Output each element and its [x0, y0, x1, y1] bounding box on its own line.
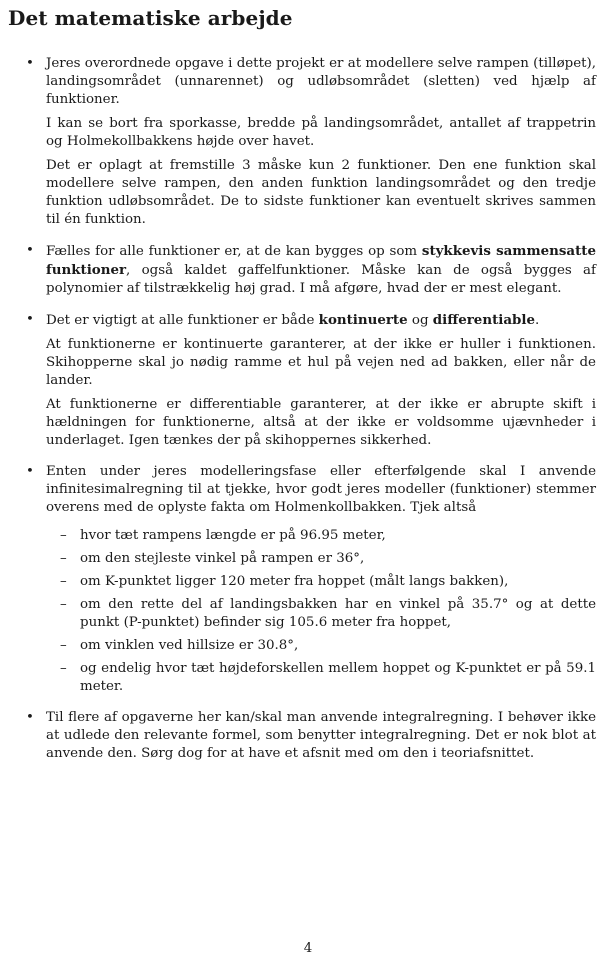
- list-item: [26, 242, 596, 298]
- sub-list-item: [46, 527, 596, 545]
- dash-icon: –: [60, 661, 67, 676]
- bold-term: kontinuerte: [318, 312, 408, 328]
- bold-term: differentiable: [432, 312, 535, 328]
- text-span: Fælles for alle funktioner er, at de kan bygges op som: [46, 244, 422, 259]
- sub-list-item: [46, 550, 596, 568]
- bullet-list: [26, 55, 596, 776]
- sub-list-item: [46, 660, 596, 696]
- paragraph: At funktionerne er kontinuerte garanterer, at der ikke er huller i funktionen. Skihopperne skal jo nødig ramme et hul på vejen ned ad bakken, eller når de lander.: [46, 337, 596, 388]
- sub-list-item: [46, 596, 596, 632]
- paragraph: Det er oplagt at fremstille 3 måske kun 2 funktioner. Den ene funktion skal modellere selve rampen, den anden funktion landingsområdet og den tredje funktion udløbsområdet. De to sidste funktioner kan eventuelt skrives sammen til én funktion.: [46, 158, 596, 227]
- dash-icon: –: [60, 597, 67, 612]
- paragraph: [46, 311, 596, 330]
- bullet-icon: •: [26, 56, 34, 71]
- paragraph: Enten under jeres modelleringsfase eller efterfølgende skal I anvende infinitesimalregning til at tjekke, hvor godt jeres modeller (funktioner) stemmer overens med de oplyste fakta om Holmenkollbakken. Tjek altså: [46, 464, 596, 515]
- bold-term: stykkevis sammensatte funktioner: [46, 243, 596, 278]
- text-span: , også kaldet gaffelfunktioner. Måske kan de også bygges af polynomier af tilstrækkelig høj grad. I må afgøre, hvad der er mest elegant.: [46, 263, 596, 296]
- sub-list-item: [46, 573, 596, 591]
- sub-list-text: om vinklen ved hillsize er 30.8°,: [80, 638, 299, 653]
- text-span: .: [535, 313, 540, 328]
- sub-list-item: [46, 637, 596, 655]
- dash-icon: –: [60, 551, 67, 566]
- paragraph: Jeres overordnede opgave i dette projekt er at modellere selve rampen (tilløpet), landingsområdet (unnarennet) og udløbsområdet (sletten) ved hjælp af funktioner.: [46, 56, 596, 107]
- list-item: [26, 311, 596, 450]
- bullet-icon: •: [26, 710, 34, 725]
- bullet-icon: •: [26, 464, 34, 479]
- sub-list-text: hvor tæt rampens længde er på 96.95 meter,: [80, 528, 386, 543]
- page-number: 4: [303, 941, 313, 956]
- paragraph: [46, 242, 596, 298]
- paragraph: I kan se bort fra sporkasse, bredde på landingsområdet, antallet af trappetrin og Holmekollbakkens højde over havet.: [46, 116, 596, 149]
- sub-list-text: om K-punktet ligger 120 meter fra hoppet (målt langs bakken),: [80, 574, 509, 589]
- paragraph: Til flere af opgaverne her kan/skal man anvende integralregning. I behøver ikke at udlede den relevante formel, som benytter integralregning. Det er nok blot at anvende den. Sørg dog for at have et afsnit med om den i teoriafsnittet.: [46, 710, 596, 761]
- sub-list-text: og endelig hvor tæt højdeforskellen mellem hoppet og K-punktet er på 59.1 meter.: [80, 661, 596, 694]
- bullet-icon: •: [26, 243, 34, 258]
- bullet-icon: •: [26, 312, 34, 327]
- dash-icon: –: [60, 638, 67, 653]
- text-span: og: [407, 313, 433, 328]
- sub-list: [46, 527, 596, 696]
- section-heading: Det matematiske arbejde: [8, 6, 293, 30]
- sub-list-text: om den stejleste vinkel på rampen er 36°,: [80, 551, 365, 566]
- paragraph: At funktionerne er differentiable garanterer, at der ikke er abrupte skift i hældningen for funktionerne, altså at der ikke er voldsomme ujævnheder i underlaget. Igen tænkes der på skihoppernes sikkerhed.: [46, 397, 596, 448]
- list-item: [26, 709, 596, 763]
- list-item: [26, 55, 596, 229]
- dash-icon: –: [60, 528, 67, 543]
- sub-list-text: om den rette del af landingsbakken har en vinkel på 35.7° og at dette punkt (P-punktet) befinder sig 105.6 meter fra hoppet,: [80, 597, 596, 630]
- list-item: [26, 463, 596, 696]
- text-span: Det er vigtigt at alle funktioner er både: [46, 313, 319, 328]
- dash-icon: –: [60, 574, 67, 589]
